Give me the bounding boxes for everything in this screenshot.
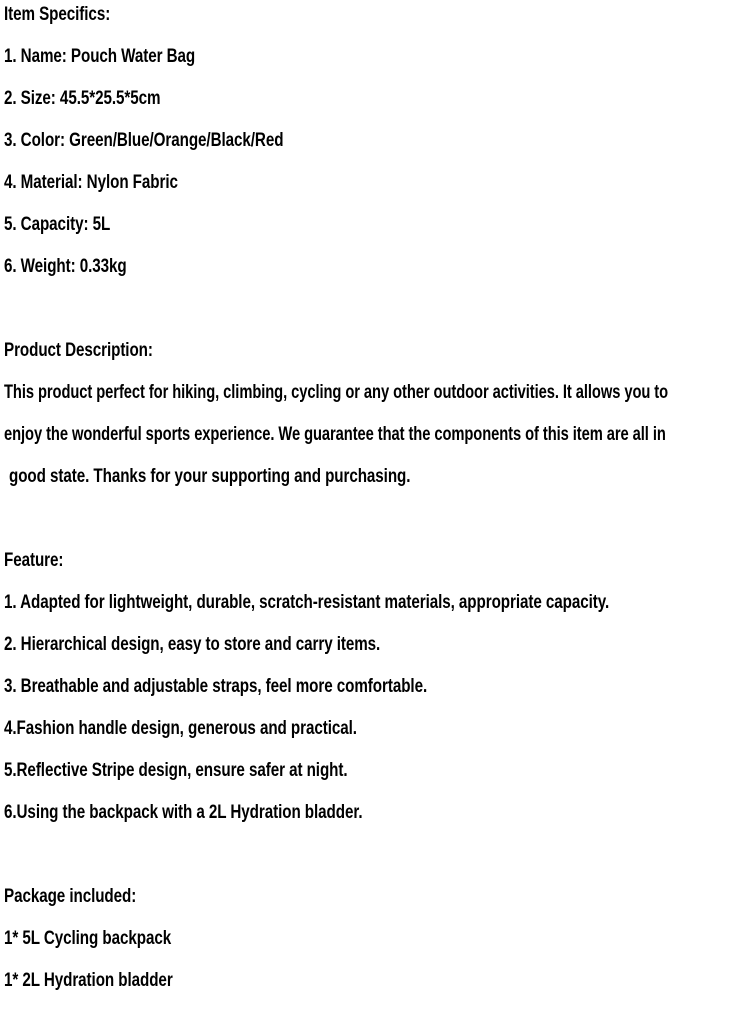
feature-heading: Feature: [4, 549, 64, 571]
spec-item-capacity: 5. Capacity: 5L [4, 213, 111, 235]
feature-item-2: 2. Hierarchical design, easy to store and carry items. [4, 633, 381, 655]
feature-item-4: 4.Fashion handle design, generous and practical. [4, 717, 357, 739]
spec-item-material: 4. Material: Nylon Fabric [4, 171, 178, 193]
feature-item-6: 6.Using the backpack with a 2L Hydration bladder. [4, 801, 363, 823]
spec-item-name: 1. Name: Pouch Water Bag [4, 45, 196, 67]
package-item-bladder: 1* 2L Hydration bladder [4, 969, 173, 991]
description-line-1: This product perfect for hiking, climbing, cycling or any other outdoor activities. It allows you to [4, 381, 669, 403]
product-description-heading: Product Description: [4, 339, 153, 361]
feature-item-1: 1. Adapted for lightweight, durable, scratch-resistant materials, appropriate capacity. [4, 591, 610, 613]
feature-item-5: 5.Reflective Stripe design, ensure safer at night. [4, 759, 348, 781]
spec-item-color: 3. Color: Green/Blue/Orange/Black/Red [4, 129, 284, 151]
description-line-3: good state. Thanks for your supporting and purchasing. [9, 465, 411, 487]
package-included-heading: Package included: [4, 885, 137, 907]
description-line-2: enjoy the wonderful sports experience. We guarantee that the components of this item are all in [4, 423, 666, 445]
spec-item-weight: 6. Weight: 0.33kg [4, 255, 127, 277]
package-item-backpack: 1* 5L Cycling backpack [4, 927, 172, 949]
spec-item-size: 2. Size: 45.5*25.5*5cm [4, 87, 161, 109]
feature-item-3: 3. Breathable and adjustable straps, feel more comfortable. [4, 675, 428, 697]
item-specifics-heading: Item Specifics: [4, 3, 111, 25]
